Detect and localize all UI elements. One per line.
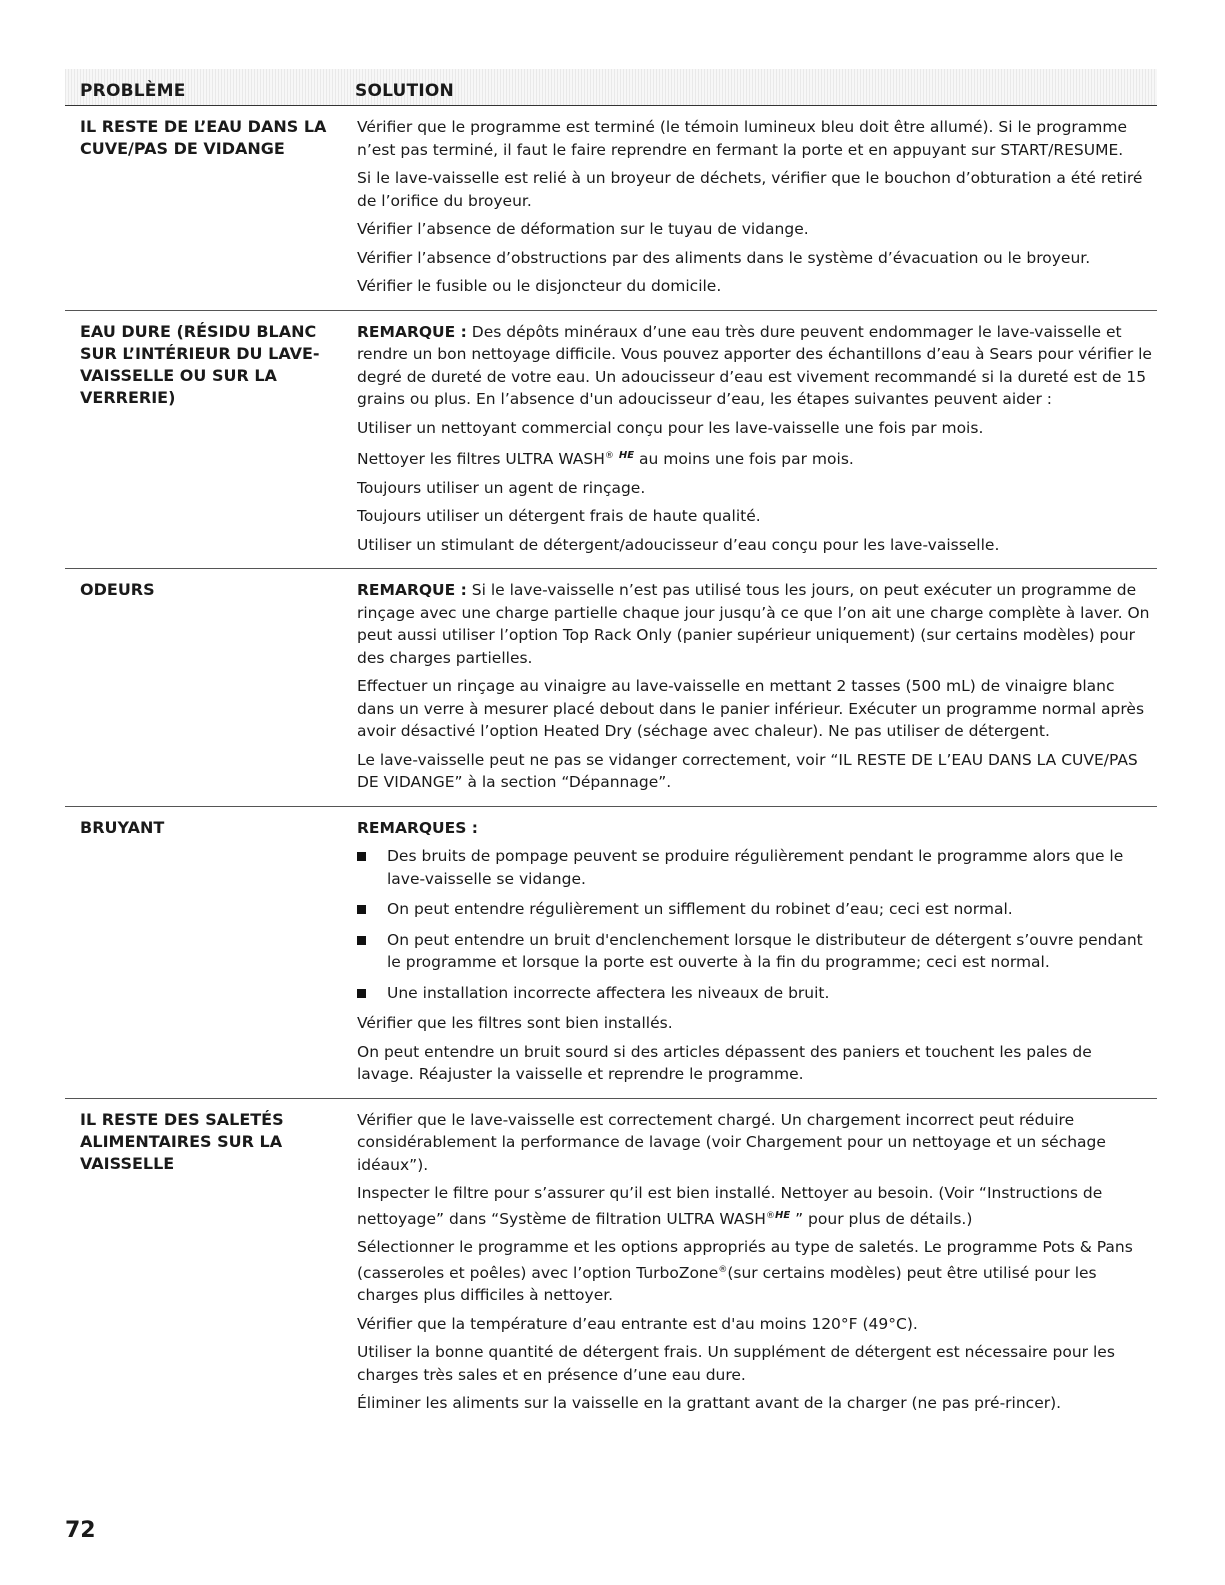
solution-paragraph [357,445,1153,471]
note-paragraph [357,817,1153,840]
registered-mark: ® [718,1264,728,1275]
registered-mark: ® [765,1210,775,1221]
solution-paragraph [357,1236,1153,1307]
program-text-end: (sur certains modèles) peut être utilisé pour les charges plus difficiles à nettoyer. [357,1263,1097,1305]
solution-paragraph: Vérifier l’absence de déformation sur le tuyau de vidange. [357,220,809,238]
solution-paragraph: Utiliser la bonne quantité de détergent frais. Un supplément de détergent est nécessaire pour les charges très sales et en présence d’une eau dure. [357,1343,1115,1384]
table-row [65,807,1157,1099]
solution-paragraph: Si le lave-vaisselle est relié à un broyeur de déchets, vérifier que le bouchon d’obturation a été retiré de l’orifice du broyeur. [357,169,1143,210]
solution-paragraph: Vérifier le fusible ou le disjoncteur du domicile. [357,277,722,295]
solution-cell [357,321,1157,563]
he-mark: HE [774,1209,791,1221]
solution-paragraph: Effectuer un rinçage au vinaigre au lave-vaisselle en mettant 2 tasses (500 mL) de vinaigre blanc dans un verre à mesurer placé debout dans le panier inférieur. Exécuter un programme normal après avoir désactivé l’option Heated Dry (séchage avec chaleur). Ne pas utiliser de détergent. [357,677,1145,741]
solution-paragraph: Toujours utiliser un détergent frais de haute qualité. [357,507,761,526]
note-paragraph [357,579,1153,669]
note-text: Si le lave-vaisselle n’est pas utilisé tous les jours, on peut exécuter un programme de rinçage avec une charge partielle chaque jour jusqu’à ce que l’on ait une charge complète à laver. On peut aussi utiliser l’option Top Rack Only (panier supérieur uniquement) (sur certains modèles) pour des charges partielles. [357,581,1150,667]
filter-instructions-text: Inspecter le filtre pour s’assurer qu’il est bien installé. Nettoyer au besoin. (Voir “Instructions de nettoyage” dans “Système de filtration ULTRA WASH [357,1184,1103,1228]
header-solution: SOLUTION [355,81,454,101]
note-label: REMARQUE : [357,322,467,341]
registered-mark: ® [604,451,614,461]
list-item: Une installation incorrecte affectera les niveaux de bruit. [357,982,1153,1005]
note-label: REMARQUES : [357,818,478,837]
list-item: Des bruits de pompage peuvent se produire régulièrement pendant le programme alors que le lave-vaisselle se vidange. [357,845,1153,890]
solution-paragraph [357,1182,1153,1230]
solution-paragraph: On peut entendre un bruit sourd si des articles dépassent des paniers et touchent les pales de lavage. Réajuster la vaisselle et reprendre le programme. [357,1042,1092,1084]
solution-paragraph: Utiliser un stimulant de détergent/adoucisseur d’eau conçu pour les lave-vaisselle. [357,535,1000,554]
program-text: Sélectionner le programme et les options appropriés au type de saletés. Le programme Pots & Pans (casseroles et poêles) avec l’option TurboZone [357,1238,1133,1282]
solution-paragraph: Éliminer les aliments sur la vaisselle en la grattant avant de la charger (ne pas pré-rincer). [357,1394,1062,1413]
solution-paragraph: Utiliser un nettoyant commercial conçu pour les lave-vaisselle une fois par mois. [357,418,984,437]
problem-cell: ODEURS [80,580,155,600]
note-paragraph [357,321,1153,411]
table-header [65,69,1157,106]
solution-paragraph: Vérifier que le lave-vaisselle est correctement chargé. Un chargement incorrect peut réduire considérablement la performance de lavage (voir Chargement pour un nettoyage et un séchage idéaux”). [357,1110,1106,1174]
header-problem: PROBLÈME [80,81,186,101]
solution-cell [357,817,1157,1092]
table-row [65,106,1157,311]
he-mark: HE [618,450,635,461]
problem-cell: IL RESTE DES SALETÉS ALIMENTAIRES SUR LA VAISSELLE [80,1109,284,1173]
list-item: On peut entendre un bruit d'enclenchement lorsque le distributeur de détergent s’ouvre pendant le programme et lorsque la porte est ouverte à la fin du programme; ceci est normal. [357,929,1153,974]
troubleshooting-table [65,69,1157,1427]
problem-cell: EAU DURE (RÉSIDU BLANC SUR L’INTÉRIEUR DU LAVE-VAISSELLE OU SUR LA VERRERIE) [80,321,320,407]
solution-cell [357,579,1157,800]
filters-text-end: au moins une fois par mois. [634,450,854,469]
filters-text: Nettoyer les filtres ULTRA WASH [357,450,605,469]
solution-paragraph: Le lave-vaisselle peut ne pas se vidanger correctement, voir “IL RESTE DE L’EAU DANS LA CUVE/PAS DE VIDANGE” à la section “Dépannage”. [357,750,1138,792]
table-row [65,311,1157,570]
page-number: 72 [65,1518,96,1543]
list-item: On peut entendre régulièrement un sifflement du robinet d’eau; ceci est normal. [357,898,1153,921]
note-label: REMARQUE : [357,581,467,600]
filter-instructions-end: ” pour plus de détails.) [790,1209,973,1228]
solution-paragraph: Vérifier que la température d’eau entrante est d'au moins 120°F (49°C). [357,1314,918,1333]
solution-paragraph: Toujours utiliser un agent de rinçage. [357,478,646,497]
solution-paragraph: Vérifier que le programme est terminé (le témoin lumineux bleu doit être allumé). Si le programme n’est pas terminé, il faut le faire reprendre en fermant la porte et en appuyant sur START/RESUME. [357,118,1128,159]
table-row [65,1099,1157,1427]
solution-paragraph: Vérifier l’absence d’obstructions par des aliments dans le système d’évacuation ou le broyeur. [357,248,1091,267]
solution-cell [357,116,1157,304]
note-text: Des dépôts minéraux d’une eau très dure peuvent endommager le lave-vaisselle et rendre un bon nettoyage difficile. Vous pouvez apporter des échantillons d’eau à Sears pour vérifier le degré de dureté de votre eau. Un adoucisseur d’eau est vivement recommandé si la dureté est de 15 grains ou plus. En l’absence d'un adoucisseur d’eau, les étapes suivantes peuvent aider : [357,322,1152,408]
bullet-list [357,845,1153,1004]
solution-paragraph: Vérifier que les filtres sont bien installés. [357,1014,673,1033]
problem-cell: BRUYANT [80,817,165,837]
table-row [65,569,1157,807]
problem-cell: IL RESTE DE L’EAU DANS LA CUVE/PAS DE VIDANGE [80,117,327,158]
solution-cell [357,1109,1157,1421]
